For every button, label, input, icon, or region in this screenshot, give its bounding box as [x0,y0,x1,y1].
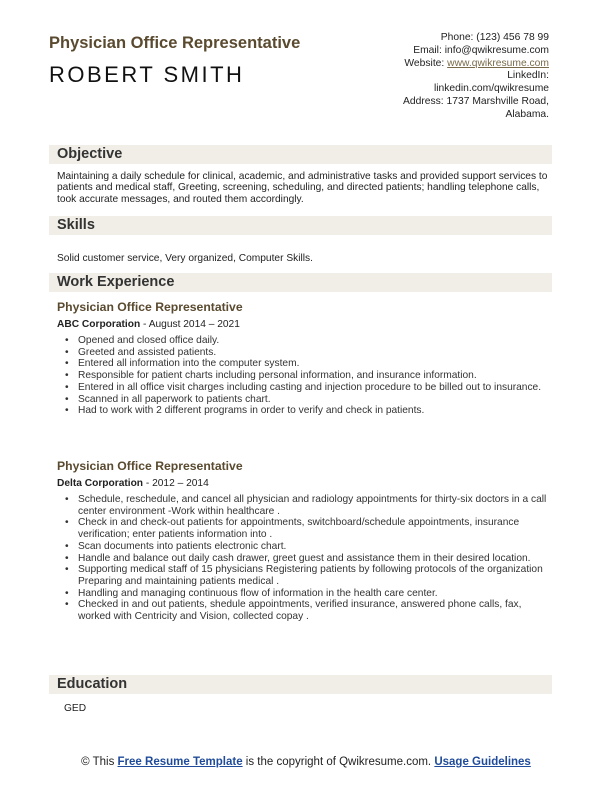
job-1-bullets [57,335,552,417]
list-item: • Schedule, reschedule, and cancel all physician and radiology appointments for thirty-six doctors in a call center environment -Work within healthcare . [57,494,552,517]
skills-text: Solid customer service, Very organized, Computer Skills. [57,253,313,264]
candidate-name: ROBERT SMITH [49,62,245,87]
email-label: Email: [413,44,442,56]
list-item: • Handling and managing continuous flow of information in the health care center. [57,588,552,600]
footer-middle: is the copyright of Qwikresume.com. [242,756,435,768]
list-item: • Greeted and assisted patients. [57,347,552,359]
list-item: • Had to work with 2 different programs in order to verify and check in patients. [57,405,552,417]
website-label: Website: [404,57,445,69]
phone-value: (123) 456 78 99 [476,32,549,43]
job-1-company: ABC Corporation [57,319,141,330]
footer-prefix: © This [81,756,118,768]
website-link[interactable]: www.qwikresume.com [447,57,549,69]
list-item: • Responsible for patient charts including personal information, and insurance information. [57,370,552,382]
contact-address [329,96,549,109]
phone-label: Phone: [440,32,474,43]
skills-heading: Skills [57,217,95,233]
resume-header [0,0,612,140]
contact-phone [329,32,549,45]
email-value: info@qwikresume.com [444,44,549,56]
job-2-role: Physician Office Representative [57,459,243,473]
job-1-company-line [57,319,240,330]
job-2-company-line [57,478,209,489]
list-item: • Entered in all office visit charges including casting and injection procedure to be billed out to insurance. [57,382,552,394]
list-item: • Entered all information into the computer system. [57,358,552,370]
footer-copyright [60,756,552,770]
list-item: • Scan documents into patients electronic chart. [57,541,552,553]
job-1-role: Physician Office Representative [57,300,243,314]
list-item: • Handle and balance out daily cash drawer, greet guest and assistance them in their desired location. [57,553,552,565]
contact-website [329,58,549,71]
job-1-dates: - August 2014 – 2021 [140,319,240,330]
list-item: • Check in and check-out patients for appointments, switchboard/schedule appointments, insurance verification; enter patients information into . [57,517,552,540]
work-section-header [49,273,552,292]
usage-guidelines-link[interactable]: Usage Guidelines [434,756,531,768]
free-resume-template-link[interactable]: Free Resume Template [117,756,243,768]
education-heading: Education [57,676,128,692]
objective-section-header [49,145,552,164]
address-line1: 1737 Marshville Road, [446,95,549,107]
contact-email [329,45,549,58]
job-title: Physician Office Representative [49,34,301,52]
contact-address-line2: Alabama. [505,108,549,120]
job-2-company: Delta Corporation [57,478,144,489]
address-label: Address: [403,95,444,107]
job-2-bullets [57,494,552,623]
objective-text: Maintaining a daily schedule for clinical, academic, and administrative tasks and provided support services to patients and medical staff, Greeting, screening, scheduling, and directed patients; handling telephone calls, took accurate messages, and routed them accordingly. [57,171,548,205]
education-section-header [49,675,552,694]
contact-linkedin-label: LinkedIn: [507,70,549,82]
list-item: • Checked in and out patients, shedule appointments, verified insurance, answered phone calls, fax, worked with Centricity and Vision, collected copay . [57,599,552,622]
work-heading: Work Experience [57,274,175,290]
list-item: • Scanned in all paperwork to patients chart. [57,394,552,406]
contact-block [329,32,549,122]
objective-heading: Objective [57,146,123,162]
job-2-dates: - 2012 – 2014 [143,478,209,489]
education-text: GED [64,703,87,714]
skills-section-header [49,216,552,235]
contact-linkedin: linkedin.com/qwikresume [433,83,549,95]
list-item: • Supporting medical staff of 15 physicians Registering patients by following protocols of the organization Preparing and maintaining patients medical . [57,564,552,587]
list-item: • Opened and closed office daily. [57,335,552,347]
